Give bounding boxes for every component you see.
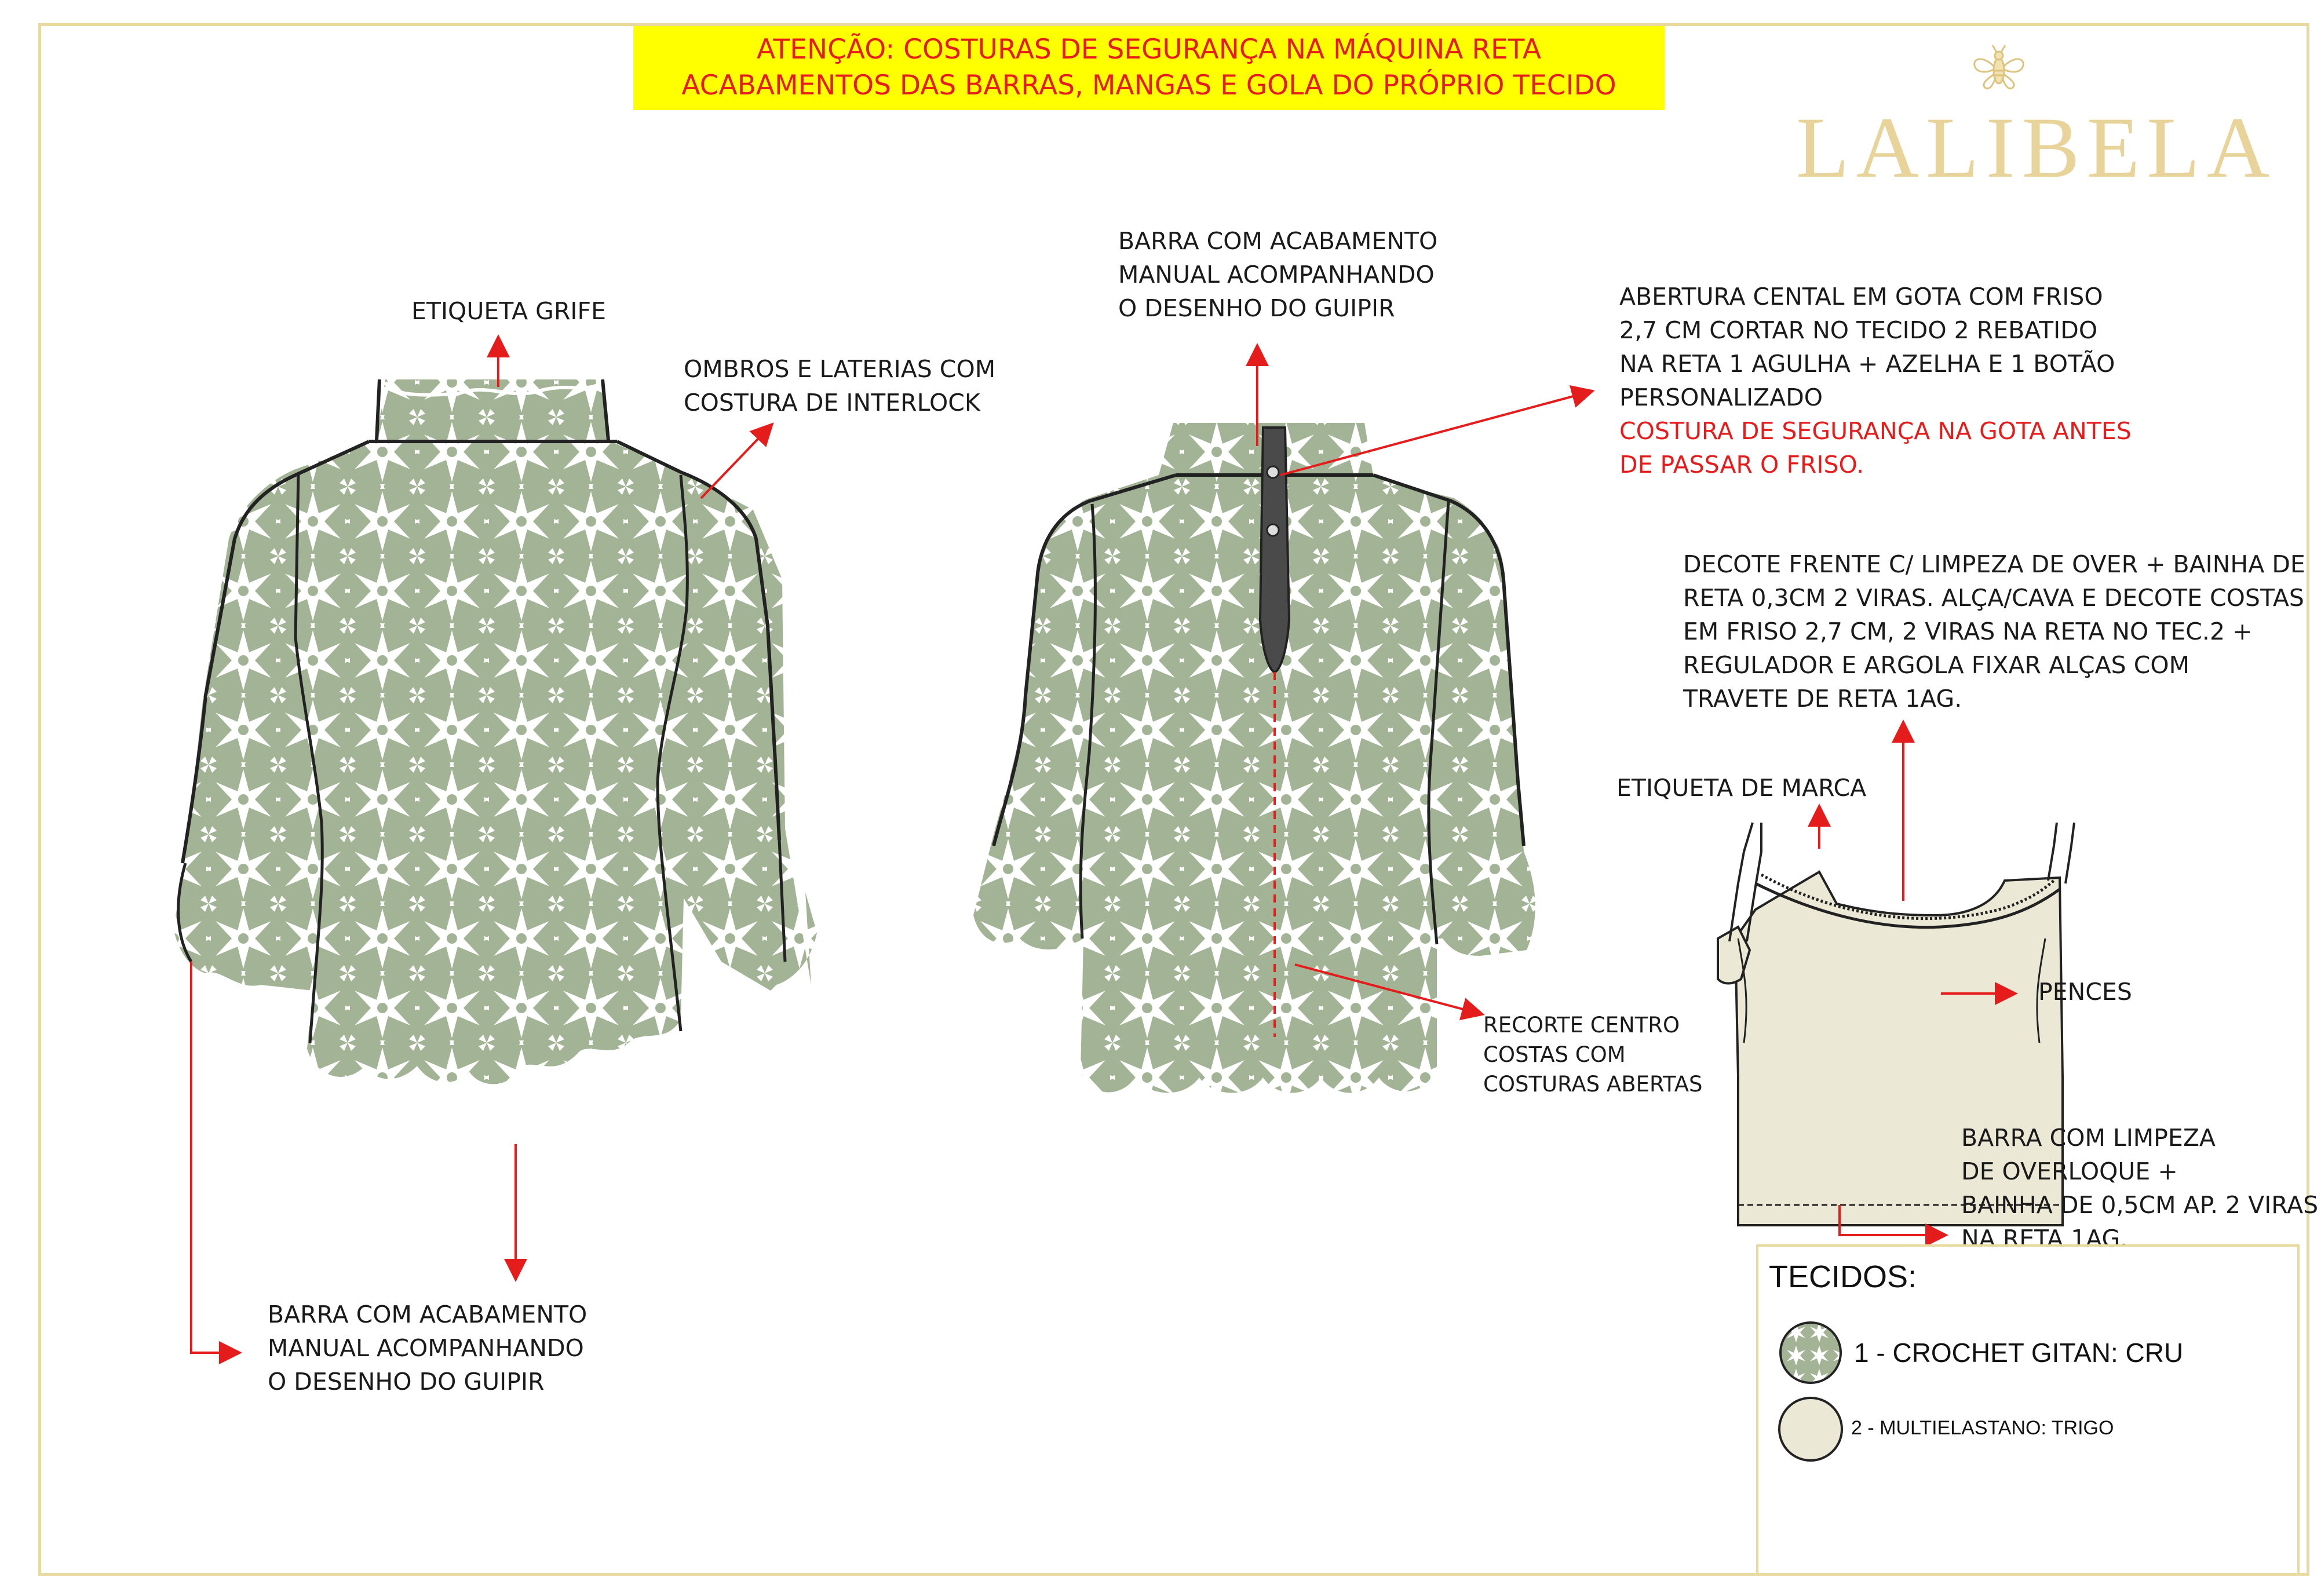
warning-line-1: ATENÇÃO: COSTURAS DE SEGURANÇA NA MÁQUINA RETA	[757, 34, 1541, 65]
blouse-front	[174, 379, 817, 1084]
note-abertura-red-line-1: COSTURA DE SEGURANÇA NA GOTA ANTES	[1619, 417, 2132, 445]
note-barra-limpeza-line-1: BARRA COM LIMPEZA	[1961, 1124, 2216, 1152]
arrow-ombros	[701, 426, 771, 498]
note-abertura-line-4: PERSONALIZADO	[1619, 384, 1823, 411]
note-decote-line-1: DECOTE FRENTE C/ LIMPEZA DE OVER + BAINHA DE	[1683, 550, 2305, 578]
note-barra-limpeza-line-4: NA RETA 1AG.	[1961, 1225, 2128, 1252]
note-recorte-line-2: COSTAS COM	[1483, 1042, 1626, 1067]
note-ombros-line-2: COSTURA DE INTERLOCK	[684, 389, 980, 417]
note-decote-line-5: TRAVETE DE RETA 1AG.	[1683, 685, 1962, 713]
note-recorte-line-1: RECORTE CENTRO	[1483, 1013, 1680, 1038]
blouse-back	[973, 423, 1535, 1093]
note-barra-front-line-3: O DESENHO DO GUIPIR	[268, 1368, 545, 1396]
note-recorte	[1483, 1010, 1703, 1099]
note-decote	[1683, 547, 2305, 715]
note-barra-back	[1118, 224, 1437, 325]
note-barra-front-line-1: BARRA COM ACABAMENTO	[268, 1301, 587, 1328]
note-etiqueta-marca: ETIQUETA DE MARCA	[1616, 774, 1867, 802]
note-recorte-line-3: COSTURAS ABERTAS	[1483, 1072, 1703, 1097]
note-etiqueta-grife: ETIQUETA GRIFE	[411, 297, 607, 325]
brand-logo-text: LALIBELA	[1796, 100, 2277, 196]
note-pences: PENCES	[2038, 978, 2132, 1006]
note-abertura-red-line-2: DE PASSAR O FRISO.	[1619, 451, 1864, 479]
note-abertura-line-1: ABERTURA CENTAL EM GOTA COM FRISO	[1619, 283, 2103, 311]
note-barra-back-line-2: MANUAL ACOMPANHANDO	[1118, 261, 1435, 288]
note-barra-front-line-2: MANUAL ACOMPANHANDO	[268, 1334, 584, 1362]
note-decote-line-2: RETA 0,3CM 2 VIRAS. ALÇA/CAVA E DECOTE COSTAS	[1683, 584, 2304, 612]
note-barra-limpeza-line-2: DE OVERLOQUE +	[1961, 1157, 2178, 1185]
note-ombros	[684, 352, 995, 419]
arrow-barra-front	[191, 962, 238, 1353]
note-barra-limpeza-line-3: BAINHA DE 0,5CM AP. 2 VIRAS	[1961, 1191, 2319, 1219]
legend-item-trigo: 2 - MULTIELASTANO: TRIGO	[1851, 1417, 2114, 1439]
note-abertura-line-3: NA RETA 1 AGULHA + AZELHA E 1 BOTÃO	[1619, 350, 2115, 378]
legend-item-crochet: 1 - CROCHET GITAN: CRU	[1854, 1338, 2184, 1368]
warning-line-2: ACABAMENTOS DAS BARRAS, MANGAS E GOLA DO PRÓPRIO TECIDO	[681, 70, 1616, 101]
note-decote-line-4: REGULADOR E ARGOLA FIXAR ALÇAS COM	[1683, 651, 2189, 679]
note-abertura-line-2: 2,7 CM CORTAR NO TECIDO 2 REBATIDO	[1619, 316, 2098, 344]
note-barra-front	[268, 1298, 587, 1398]
note-decote-line-3: EM FRISO 2,7 CM, 2 VIRAS NA RETA NO TEC.2 +	[1683, 618, 2253, 645]
note-barra-back-line-1: BARRA COM ACABAMENTO	[1118, 227, 1438, 255]
note-ombros-line-1: OMBROS E LATERIAS COM	[684, 355, 996, 383]
legend-title: TECIDOS:	[1769, 1259, 1917, 1294]
note-barra-back-line-3: O DESENHO DO GUIPIR	[1118, 294, 1395, 322]
note-barra-limpeza	[1961, 1121, 2318, 1255]
note-abertura	[1619, 280, 2132, 481]
